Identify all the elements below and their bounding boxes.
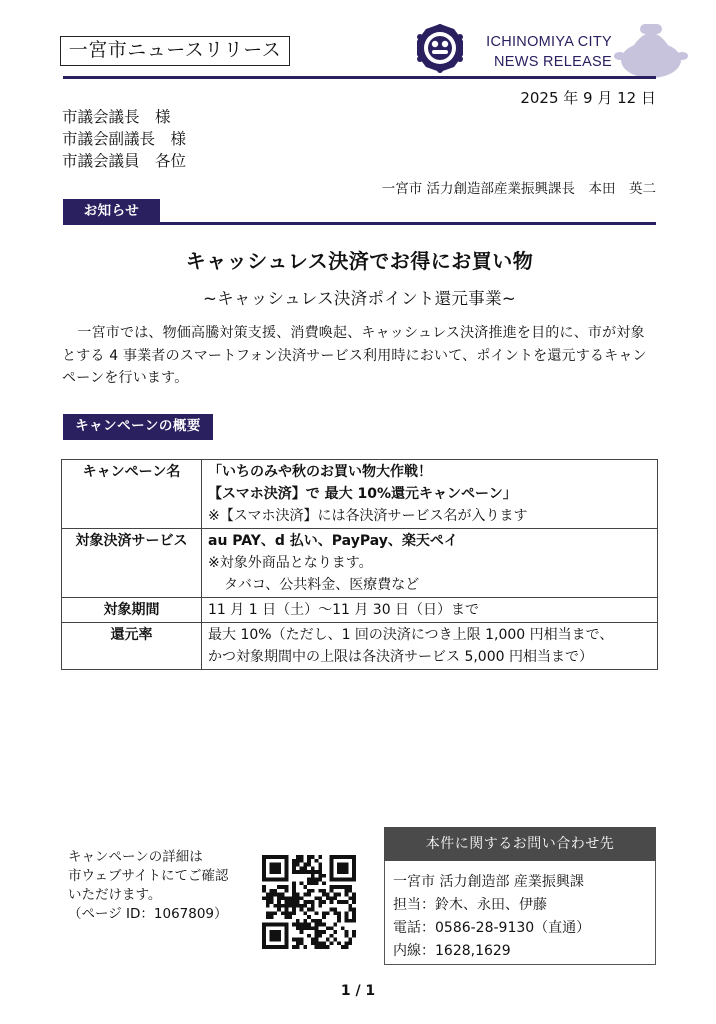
header-divider [63,76,656,79]
excluded-items-list: タバコ、公共料金、医療費など [224,577,420,593]
contact-staff: 担当：鈴木、永田、伊藤 [393,897,547,913]
table-row [62,598,658,623]
rebate-rate-line1: 最大 10%（ただし、1 回の決済につき上限 1,000 円相当まで、 [208,627,614,643]
detail-line: 市ウェブサイトにてご確認 [68,868,229,884]
overview-underline [63,437,213,440]
contact-box [384,861,656,965]
period-value: 11 月 1 日（土）～11 月 30 日（日）まで [208,602,480,618]
rebate-rate-line2: かつ対象期間中の上限は各決済サービス 5,000 円相当まで） [208,649,593,665]
rebate-rate-cell [202,623,658,670]
campaign-name-cell [202,460,658,529]
addressee-chair: 市議会議長 様 [62,108,171,126]
notice-tag: お知らせ [63,199,160,223]
page-subtitle: ~キャッシュレス決済ポイント還元事業~ [202,289,517,308]
excluded-items-note: ※対象外商品となります。 [208,555,373,571]
addressee-members: 市議会議員 各位 [62,152,187,170]
contact-phone: 電話：0586-28-9130（直通） [393,920,591,936]
sender-line: 一宮市 活力創造部産業振興課長 本田 英二 [381,181,656,197]
city-english-name [472,32,612,72]
payment-services-list: au PAY、d 払い、PayPay、楽天ペイ [208,533,458,549]
campaign-name-line1: 「いちのみや秋のお買い物大作戦！ [208,464,432,480]
contact-extension: 内線：1628,1629 [393,943,511,959]
period-cell [202,598,658,623]
intro-paragraph: 一宮市では、物価高騰対策支援、消費喚起、キャッシュレス決済推進を目的に、市が対象とする 4 事業者のスマートフォン決済サービス利用時において、ポイントを還元するキャンペーンを行います。 [62,325,647,386]
row-header-campaign-name: キャンペーン名 [62,460,202,529]
page-title: キャッシュレス決済でお得にお買い物 [185,249,534,273]
campaign-name-note: ※【スマホ決済】には各決済サービス名が入ります [208,508,528,524]
news-release-label: 一宮市ニュースリリース [60,36,290,66]
mascot-character-icon [614,20,688,78]
row-header-period: 対象期間 [62,598,202,623]
release-date: 2025 年 9 月 12 日 [520,89,656,107]
payment-services-cell [202,529,658,598]
detail-line: キャンペーンの詳細は [68,849,203,865]
campaign-name-line2: 【スマホ決済】で 最大 10%還元キャンペーン」 [208,486,517,502]
row-header-rebate-rate: 還元率 [62,623,202,670]
contact-department: 一宮市 活力創造部 産業振興課 [393,874,584,890]
table-row [62,529,658,598]
page-id: （ページ ID：1067809） [68,906,228,922]
overview-tag: キャンペーンの概要 [63,414,213,438]
contact-heading: 本件に関するお問い合わせ先 [384,827,656,861]
city-emblem-icon [414,22,466,74]
website-detail-note [68,848,229,924]
row-header-payment-services: 対象決済サービス [62,529,202,598]
addressee-vice-chair: 市議会副議長 様 [62,130,187,148]
city-en-line2: NEWS RELEASE [493,54,612,70]
city-en-line1: ICHINOMIYA CITY [486,34,612,50]
notice-divider [63,222,656,225]
campaign-overview-table [61,459,658,670]
qr-code-icon[interactable] [262,855,356,949]
table-row [62,623,658,670]
page-number: 1 / 1 [340,983,376,999]
table-row [62,460,658,529]
detail-line: いただけます。 [68,887,162,903]
